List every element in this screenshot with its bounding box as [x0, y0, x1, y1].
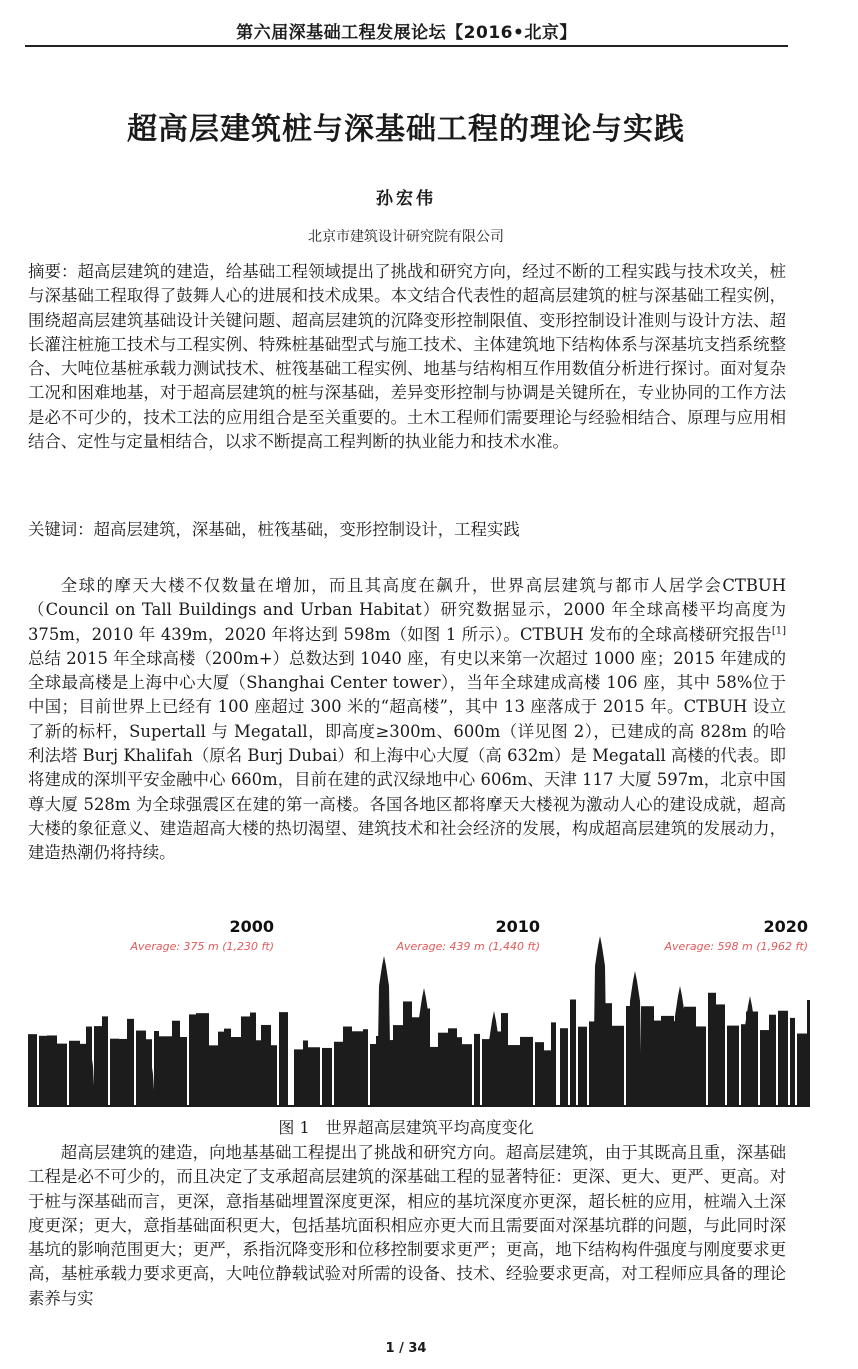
- building: [322, 1048, 332, 1106]
- body-text: 全球的摩天大楼不仅数量在增加，而且其高度在飙升，世界高层建筑与都市人居学会CTBUH（Council on Tall Buildings and Urban Habitat）研究数据显示，2000 年全球高楼平均高度为 375m，2010 年 439m，2020 年将达到 598m（如图 1 所示）。CTBUH 发布的全球高楼研究报告: [28, 576, 786, 644]
- body-paragraph-2: 超高层建筑的建造，向地基基础工程提出了挑战和研究方向。超高层建筑，由于其既高且重，深基础工程是必不可少的，而且决定了支承超高层建筑的深基础工程的显著特征：更深、更大、更严、更高。对于桩与深基础而言，更深，意指基础埋置深度更深，相应的基坑深度亦更深，超长桩的应用，桩端入土深度更深；更大，意指基础面积更大，包括基坑面积相应亦更大而且需要面对深基坑群的问题，与此同时深基坑的影响范围更大；更严，系指沉降变形和位移控制要求更严；更高，地下结构构件强度与刚度要求更高，基桩承载力要求更高，大吨位静载试验对所需的设备、技术、经验要求更高，对工程师应具备的理论素养与实: [28, 1143, 786, 1308]
- building: [261, 1025, 271, 1106]
- building: [393, 1025, 403, 1106]
- page-number: 1 / 34: [385, 1341, 427, 1356]
- body-text: 总结 2015 年全球高楼（200m+）总数达到 1040 座，有史以来第一次超过 1000 座；2015 年建成的全球最高楼是上海中心大厦（Shanghai Center tower），当年全球建成高楼 106 座，其中 58%位于中国；目前世界上已经有 100 座超过 300 米的“超高楼”，其中 13 座落成于 2015 年。CTBUH 设立了新的标杆，Supertall 与 Megatall，即高度≥300m、600m（详见图 2），已建成的高 828m 的哈利法塔 Burj Khalifah（原名 Burj Dubai）和上海中心大厦（高 632m）是 Megatall 高楼的代表。即将建成的深圳平安金融中心 660m，目前在建的武汉绿地中心 606m、天津 117 大厦 597m，北京中国尊大厦 528m 为全球强震区在建的第一高楼。各国各地区都将摩天大楼视为激动人心的建设成就，超高大楼的象征意义、建造超高大楼的热切渴望、建筑技术和社会经济的发展，构成超高层建筑的发展动力，建造热潮仍将持续。: [28, 648, 786, 863]
- tower: [417, 988, 431, 1106]
- building: [790, 1018, 795, 1106]
- building: [159, 1036, 172, 1106]
- building: [279, 1012, 288, 1106]
- building: [654, 1021, 661, 1106]
- building: [612, 1026, 624, 1106]
- skyline-2020: [560, 936, 810, 1106]
- building: [457, 1037, 462, 1106]
- building: [209, 1045, 218, 1106]
- panel-year: 2010: [495, 917, 540, 936]
- building: [352, 1031, 363, 1106]
- panel-year: 2020: [763, 917, 808, 936]
- building: [250, 1013, 256, 1106]
- building: [727, 1026, 739, 1106]
- panel-year: 2000: [229, 917, 274, 936]
- building: [308, 1047, 320, 1106]
- building: [708, 993, 716, 1106]
- building: [231, 1037, 241, 1106]
- building: [47, 1035, 57, 1106]
- building: [343, 1027, 352, 1106]
- building: [28, 1034, 37, 1106]
- building: [218, 1032, 224, 1106]
- tower: [377, 956, 391, 1106]
- header-rule: [25, 45, 788, 47]
- panel-average: Average: 439 m (1,440 ft): [396, 940, 540, 953]
- building: [778, 1011, 788, 1106]
- building: [303, 1040, 308, 1106]
- building: [462, 1044, 472, 1106]
- building: [57, 1044, 67, 1106]
- building: [716, 1004, 725, 1106]
- building: [501, 1013, 508, 1106]
- building: [39, 1036, 47, 1106]
- building: [769, 1015, 776, 1106]
- tower: [628, 971, 642, 1106]
- building: [256, 1040, 261, 1106]
- building: [102, 1016, 108, 1106]
- building: [94, 1026, 102, 1106]
- keywords: 关键词：超高层建筑，深基础，桩筏基础，变形控制设计，工程实践: [28, 520, 520, 539]
- building: [69, 1041, 80, 1106]
- building: [520, 1037, 533, 1106]
- building: [508, 1045, 520, 1106]
- building: [334, 1042, 343, 1106]
- building: [110, 1039, 119, 1106]
- skyline-2010: [294, 956, 556, 1106]
- author-name: 孙宏伟: [376, 189, 436, 209]
- running-header: 第六届深基础工程发展论坛【2016•北京】: [236, 23, 577, 43]
- building: [119, 1039, 127, 1106]
- building: [370, 1044, 376, 1106]
- author-affiliation: 北京市建筑设计研究院有限公司: [308, 229, 504, 245]
- building: [474, 1034, 480, 1106]
- paper-title: 超高层建筑桩与深基础工程的理论与实践: [127, 112, 685, 147]
- tower: [593, 936, 607, 1106]
- building: [127, 1019, 134, 1106]
- building: [271, 1045, 277, 1106]
- building: [570, 1000, 576, 1106]
- building: [661, 1016, 674, 1106]
- building: [224, 1029, 231, 1106]
- building: [438, 1033, 448, 1106]
- body-paragraph-1: [28, 574, 786, 866]
- building: [544, 1050, 551, 1106]
- building: [241, 1016, 250, 1106]
- building: [807, 1000, 810, 1106]
- building: [363, 1029, 368, 1106]
- abstract: 摘要：超高层建筑的建造，给基础工程领域提出了挑战和研究方向，经过不断的工程实践与技术攻关，桩与深基础工程取得了鼓舞人心的进展和技术成果。本文结合代表性的超高层建筑的桩与深基础工程实例，围绕超高层建筑基础设计关键问题、超高层建筑的沉降变形控制限值、变形控制设计准则与设计方法、超长灌注桩施工技术与工程实例、特殊桩基础型式与施工技术、主体建筑地下结构体系与深基坑支挡系统整合、大吨位基桩承载力测试技术、桩筏基础工程实例、地基与结构相互作用数值分析进行探讨。面对复杂工况和困难地基，对于超高层建筑的桩与深基础，差异变形控制与协调是关键所在，专业协同的工作方法是必不可少的，技术工法的应用组合是至关重要的。土木工程师们需要理论与经验相结合、原理与应用相结合、定性与定量相结合，以求不断提高工程判断的执业能力和技术水准。: [28, 262, 786, 452]
- skyline-2000: [28, 1012, 288, 1106]
- building: [551, 1022, 556, 1106]
- building: [535, 1042, 544, 1106]
- building: [448, 1028, 457, 1106]
- building: [641, 1006, 654, 1106]
- building: [294, 1049, 303, 1106]
- building: [430, 1047, 438, 1106]
- panel-average: Average: 598 m (1,962 ft): [664, 940, 808, 953]
- panel-average: Average: 375 m (1,230 ft): [130, 940, 274, 953]
- building: [403, 1001, 412, 1106]
- building: [696, 1026, 706, 1106]
- tower: [487, 1011, 501, 1106]
- citation-ref[interactable]: [1]: [771, 625, 786, 637]
- building: [760, 1030, 769, 1106]
- building: [196, 1013, 209, 1106]
- tower: [673, 986, 687, 1106]
- building: [560, 1028, 568, 1106]
- building: [797, 1034, 807, 1106]
- figure-caption: 图 1 世界超高层建筑平均高度变化: [278, 1118, 534, 1137]
- skyline-svg: [28, 915, 810, 1110]
- building: [154, 1031, 159, 1106]
- figure-skyline: [28, 915, 810, 1110]
- building: [189, 1014, 196, 1106]
- building: [578, 1027, 587, 1106]
